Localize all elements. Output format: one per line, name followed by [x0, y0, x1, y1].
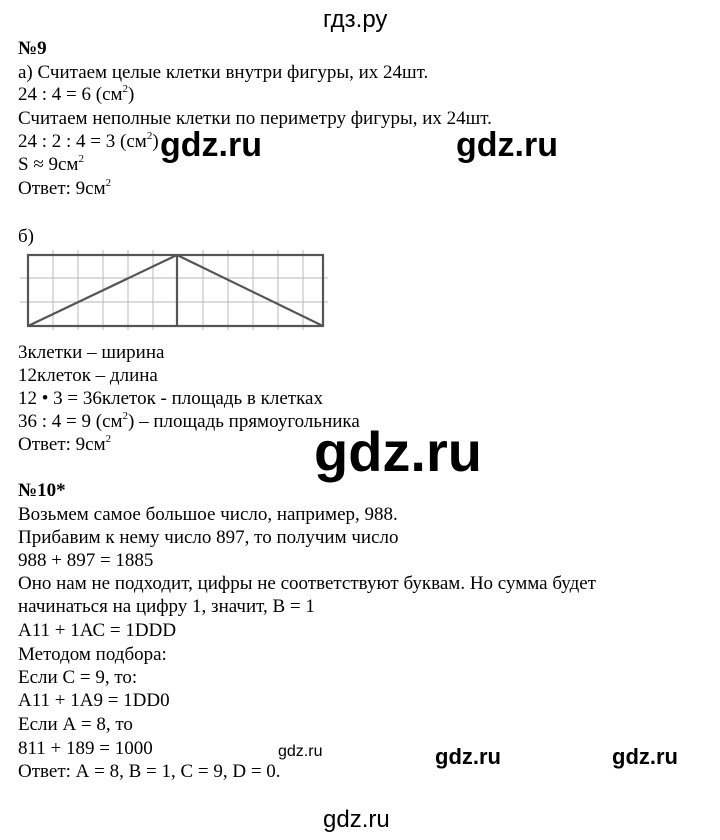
task10-line: Если С = 9, то: — [18, 667, 138, 688]
watermark: gdz.ru — [456, 126, 558, 164]
task10-line: 811 + 189 = 1000 — [18, 738, 153, 759]
task10-line: Прибавим к нему число 897, то получим число — [18, 527, 399, 548]
task9-a-line4: 24 : 2 : 4 = 3 $(см^2)$ — [18, 130, 159, 152]
task9-b-answer: Ответ: $9см^2$ — [18, 433, 112, 455]
watermark: gdz.ru — [435, 744, 501, 769]
watermark-small: gdz.ru — [278, 743, 323, 760]
task9-a-line3: Считаем неполные клетки по периметру фигуры, их 24шт. — [18, 108, 492, 129]
task9-b-line4: 36 : 4 = 9 $(см^2)$ – площадь прямоугольника — [18, 410, 360, 432]
task10-line: Оно нам не подходит, цифры не соответствуют буквам. Но сумма будет — [18, 573, 596, 594]
task10-line: А11 + 1АС = 1DDD — [18, 620, 177, 641]
watermark: gdz.ru — [160, 126, 262, 164]
task10-line: Методом подбора: — [18, 644, 167, 665]
watermark-large: gdz.ru — [314, 420, 482, 483]
task10-line: 988 + 897 = 1885 — [18, 550, 154, 571]
task10-line: А11 + 1А9 = 1DD0 — [18, 690, 170, 711]
watermark: gdz.ru — [612, 744, 678, 769]
task10-heading: №10* — [18, 480, 66, 501]
task9-a-answer: Ответ: $9см^2$ — [18, 177, 112, 199]
task10-answer: Ответ: А = 8, В = 1, С = 9, D = 0. — [18, 761, 281, 782]
task9-a-line1: а) Считаем целые клетки внутри фигуры, их 24шт. — [18, 62, 429, 83]
task9-a-line5: $S \approx 9см^2$ — [18, 153, 84, 175]
right-diagonal — [177, 255, 323, 326]
task10-line: Если А = 8, то — [18, 714, 133, 735]
footer-watermark: gdz.ru — [323, 806, 390, 833]
task9-b-line3: 12 • 3 = 36клеток - площадь в клетках — [18, 388, 323, 409]
task10-line: Возьмем самое большое число, например, 988. — [18, 504, 398, 525]
task9-b-line2: 12клеток – длина — [18, 365, 158, 386]
task9-a-line2: 24 : 4 = 6 $(см^2)$ — [18, 83, 135, 105]
header-watermark: гдз.ру — [323, 6, 388, 33]
task9-b-line1: 3клетки – ширина — [18, 342, 165, 363]
task10-line: начинаться на цифру 1, значит, В = 1 — [18, 596, 315, 617]
task9-b-label: б) — [18, 226, 34, 247]
grid-figure — [20, 250, 328, 330]
task9-heading: №9 — [18, 38, 47, 59]
rectangle-outline — [28, 255, 323, 326]
